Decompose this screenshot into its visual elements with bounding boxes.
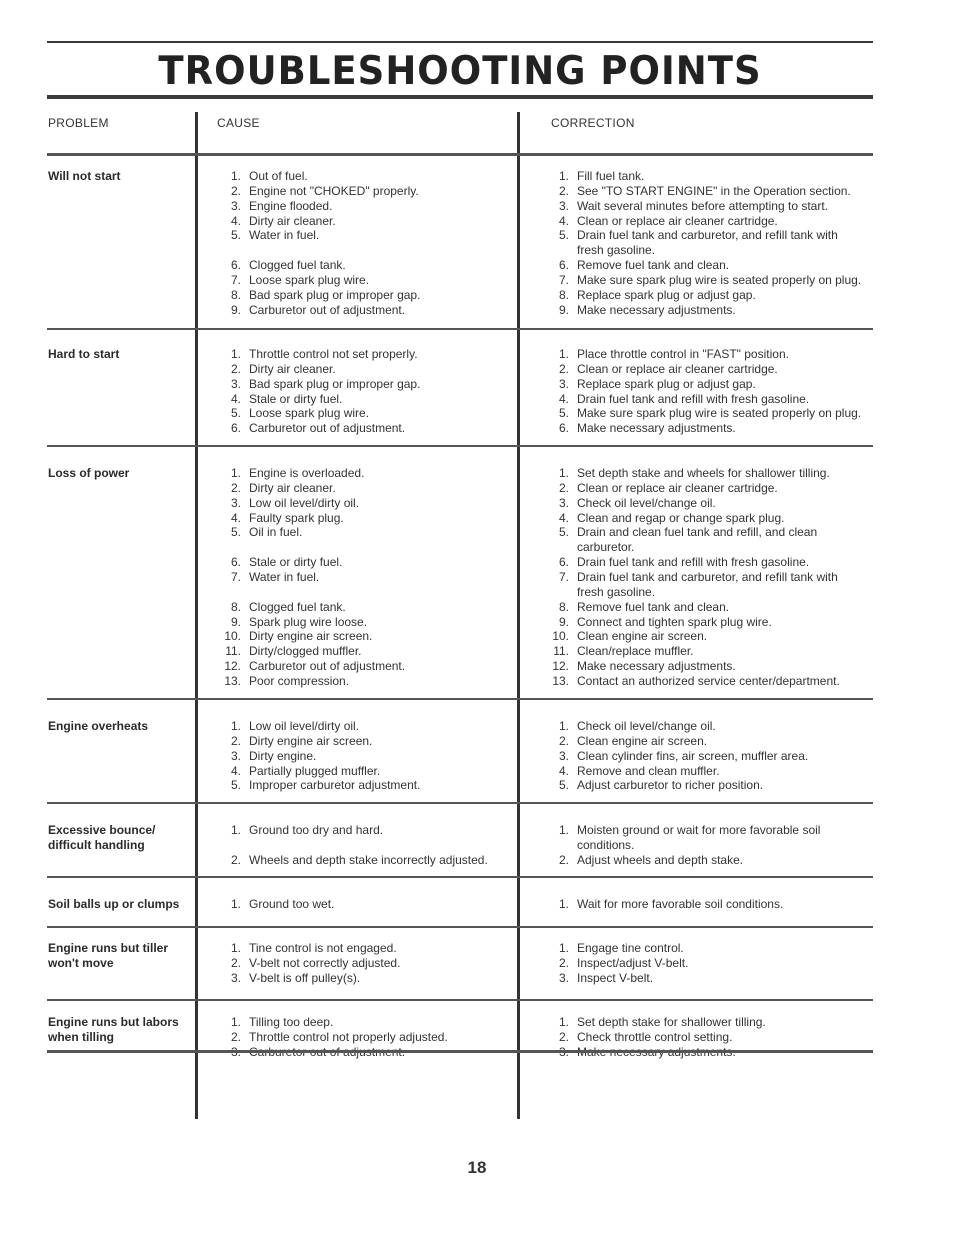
row-separator — [47, 999, 873, 1001]
cause-item-text: Tilling too deep. — [249, 1015, 334, 1029]
cause-item-number: 10. — [224, 629, 241, 644]
cause-item-text: Water in fuel. — [249, 569, 320, 584]
cause-item-text: Partially plugged muffler. — [249, 763, 381, 778]
correction-item-number: 3. — [558, 376, 569, 391]
correction-item-number: 7. — [558, 272, 569, 287]
correction-item-text: Wait several minutes before attempting to start. — [577, 198, 828, 213]
correction-item-number: 10. — [552, 629, 569, 644]
header-problem: PROBLEM — [48, 116, 109, 130]
cause-item-number: 5. — [230, 406, 241, 421]
row-separator — [47, 926, 873, 928]
cause-item-number: 2. — [230, 733, 241, 748]
cause-item-text: Poor compression. — [249, 673, 350, 688]
correction-item-number: 3. — [558, 970, 569, 985]
correction-item-number: 5. — [558, 228, 569, 243]
cause-item-number: 1. — [230, 466, 241, 480]
cause-item-text: Engine flooded. — [249, 198, 333, 213]
header-correction: CORRECTION — [551, 116, 635, 130]
correction-item-text: Replace spark plug or adjust gap. — [577, 287, 756, 302]
cause-item-text: Engine not "CHOKED" properly. — [249, 183, 419, 198]
cause-item-number: 1. — [230, 941, 241, 955]
correction-item-text: Check oil level/change oil. — [577, 719, 716, 733]
row-separator — [47, 445, 873, 447]
correction-item-number: 1. — [558, 466, 569, 480]
cause-item-text: Carburetor out of adjustment. — [249, 421, 406, 436]
correction-item-number: 5. — [558, 778, 569, 793]
cause-item-number: 5. — [230, 778, 241, 793]
correction-item-text: Engage tine control. — [577, 941, 684, 955]
correction-item-text: Set depth stake for shallower tilling. — [577, 1015, 766, 1029]
cause-item-number: 4. — [230, 391, 241, 406]
cause-item-number: 3. — [230, 748, 241, 763]
correction-item-number: 9. — [558, 614, 569, 629]
problem-label: Loss of power — [48, 466, 130, 480]
cause-item-number: 8. — [230, 287, 241, 302]
correction-item-number: 6. — [558, 421, 569, 436]
header-cause: CAUSE — [217, 116, 260, 130]
correction-item-text: Inspect V-belt. — [577, 970, 654, 985]
correction-item-number: 2. — [558, 480, 569, 495]
correction-item-number: 13. — [552, 673, 569, 688]
row-separator — [47, 328, 873, 330]
cause-item-text: Out of fuel. — [249, 169, 308, 183]
correction-item-text: Wait for more favorable soil conditions. — [577, 897, 784, 911]
correction-item-text: Make necessary adjustments. — [577, 659, 736, 674]
cause-item-number: 9. — [230, 614, 241, 629]
cause-item-number: 2. — [230, 852, 241, 867]
cause-item-text: Loose spark plug wire. — [249, 406, 370, 421]
problem-label: Excessive bounce/ difficult handling — [48, 823, 156, 852]
problem-label: Engine runs but tiller won't move — [48, 941, 169, 970]
cause-item-number: 11. — [225, 644, 241, 659]
correction-item-text: See "TO START ENGINE" in the Operation section. — [577, 183, 851, 198]
cause-item-number: 5. — [230, 525, 241, 540]
cause-item-text: Dirty air cleaner. — [249, 480, 336, 495]
row-separator — [47, 698, 873, 700]
correction-item-number: 1. — [558, 941, 569, 955]
cause-item-text: Clogged fuel tank. — [249, 258, 346, 273]
cause-item-text: Ground too wet. — [249, 897, 335, 911]
cause-item-number: 12. — [224, 659, 241, 674]
correction-item-number: 5. — [558, 406, 569, 421]
correction-item-text: Adjust carburetor to richer position. — [577, 778, 764, 793]
cause-item-number: 2. — [230, 183, 241, 198]
cause-item-number: 4. — [230, 510, 241, 525]
correction-item-number: 4. — [558, 391, 569, 406]
correction-item-number: 12. — [552, 659, 569, 674]
cause-item-number: 2. — [230, 480, 241, 495]
problem-label: Hard to start — [48, 347, 120, 361]
problem-label: Engine runs but labors when tilling — [48, 1015, 179, 1044]
cause-item-text: Ground too dry and hard. — [249, 823, 384, 837]
correction-item-text: Drain fuel tank and carburetor, and refill tank with fresh gasoline. — [577, 569, 838, 599]
cause-item-number: 4. — [230, 213, 241, 228]
correction-item-text: Remove fuel tank and clean. — [577, 599, 730, 614]
cause-item-number: 3. — [230, 970, 241, 985]
cause-item-text: Dirty engine air screen. — [249, 629, 373, 644]
cause-item-text: Low oil level/dirty oil. — [249, 495, 360, 510]
correction-item-text: Adjust wheels and depth stake. — [577, 852, 744, 867]
cause-item-number: 3. — [230, 376, 241, 391]
correction-item-text: Connect and tighten spark plug wire. — [577, 614, 772, 629]
correction-item-text: Check throttle control setting. — [577, 1029, 733, 1044]
cause-item-text: Dirty air cleaner. — [249, 213, 336, 228]
problem-label: Will not start — [48, 169, 121, 183]
cause-item-text: Bad spark plug or improper gap. — [249, 376, 421, 391]
page-number: 18 — [467, 1158, 487, 1177]
correction-item-text: Clean or replace air cleaner cartridge. — [577, 361, 778, 376]
cause-item-number: 13. — [224, 673, 241, 688]
correction-item-number: 2. — [558, 955, 569, 970]
page-title: TROUBLESHOOTING POINTS — [158, 48, 762, 94]
cause-item-number: 9. — [230, 302, 241, 317]
cause-item-number: 3. — [230, 495, 241, 510]
correction-item-text: Remove and clean muffler. — [577, 763, 720, 778]
cause-item-text: Bad spark plug or improper gap. — [249, 287, 421, 302]
cause-item-text: Carburetor out of adjustment. — [249, 659, 406, 674]
cause-item-text: Engine is overloaded. — [249, 466, 365, 480]
cause-item-number: 5. — [230, 228, 241, 243]
cause-item-number: 6. — [230, 421, 241, 436]
problem-label: Soil balls up or clumps — [48, 897, 180, 911]
row-separator — [47, 876, 873, 878]
cause-item-text: Faulty spark plug. — [249, 510, 344, 525]
correction-item-number: 1. — [558, 1015, 569, 1029]
cause-item-text: Low oil level/dirty oil. — [249, 719, 360, 733]
correction-item-number: 5. — [558, 525, 569, 540]
cause-item-text: Wheels and depth stake incorrectly adjusted. — [249, 852, 488, 867]
correction-item-number: 7. — [558, 569, 569, 584]
cause-item-text: Clogged fuel tank. — [249, 599, 346, 614]
cause-item-text: Stale or dirty fuel. — [249, 555, 343, 570]
cause-item-text: Throttle control not properly adjusted. — [249, 1029, 448, 1044]
correction-item-number: 1. — [558, 719, 569, 733]
correction-item-number: 2. — [558, 852, 569, 867]
correction-item-text: Drain fuel tank and refill with fresh gasoline. — [577, 391, 810, 406]
cause-item-number: 1. — [230, 169, 241, 183]
correction-item-text: Clean engine air screen. — [577, 733, 708, 748]
cause-item-text: Carburetor out of adjustment. — [249, 302, 406, 317]
correction-item-text: Place throttle control in "FAST" position. — [577, 347, 789, 361]
cause-item-text: Dirty/clogged muffler. — [249, 644, 362, 659]
correction-item-number: 11. — [553, 644, 569, 659]
correction-item-number: 3. — [558, 495, 569, 510]
cause-item-text: Water in fuel. — [249, 228, 320, 243]
correction-item-text: Fill fuel tank. — [577, 169, 645, 183]
correction-item-text: Replace spark plug or adjust gap. — [577, 376, 756, 391]
correction-item-number: 4. — [558, 213, 569, 228]
correction-item-text: Contact an authorized service center/department. — [577, 673, 840, 688]
correction-item-text: Clean and regap or change spark plug. — [577, 510, 785, 525]
correction-item-text: Make sure spark plug wire is seated properly on plug. — [577, 272, 862, 287]
cause-item-text: V-belt is off pulley(s). — [249, 970, 361, 985]
cause-item-number: 1. — [230, 347, 241, 361]
correction-item-number: 4. — [558, 510, 569, 525]
correction-item-number: 8. — [558, 599, 569, 614]
correction-item-number: 6. — [558, 258, 569, 273]
correction-item-number: 2. — [558, 1029, 569, 1044]
correction-item-number: 1. — [558, 347, 569, 361]
cause-item-text: Spark plug wire loose. — [249, 614, 368, 629]
correction-item-text: Clean engine air screen. — [577, 629, 708, 644]
cause-item-number: 7. — [230, 569, 241, 584]
correction-item-text: Make necessary adjustments. — [577, 421, 736, 436]
correction-item-number: 9. — [558, 302, 569, 317]
correction-item-number: 1. — [558, 897, 569, 911]
correction-item-text: Make sure spark plug wire is seated properly on plug. — [577, 406, 862, 421]
cause-item-number: 1. — [230, 1015, 241, 1029]
cause-item-text: Dirty engine air screen. — [249, 733, 373, 748]
correction-item-number: 6. — [558, 555, 569, 570]
correction-item-number: 8. — [558, 287, 569, 302]
correction-item-number: 2. — [558, 733, 569, 748]
cause-item-text: Improper carburetor adjustment. — [249, 778, 421, 793]
cause-item-text: Stale or dirty fuel. — [249, 391, 343, 406]
correction-item-text: Drain fuel tank and refill with fresh gasoline. — [577, 555, 810, 570]
cause-item-text: Dirty engine. — [249, 748, 317, 763]
correction-item-text: Moisten ground or wait for more favorable soil conditions. — [577, 823, 821, 852]
correction-item-text: Make necessary adjustments. — [577, 302, 736, 317]
cause-item-text: Dirty air cleaner. — [249, 361, 336, 376]
correction-item-text: Clean/replace muffler. — [577, 644, 694, 659]
correction-item-text: Clean or replace air cleaner cartridge. — [577, 213, 778, 228]
cause-item-number: 6. — [230, 555, 241, 570]
correction-item-text: Remove fuel tank and clean. — [577, 258, 730, 273]
correction-item-number: 4. — [558, 763, 569, 778]
correction-item-number: 2. — [558, 361, 569, 376]
cause-item-text: Tine control is not engaged. — [249, 941, 397, 955]
correction-item-number: 1. — [558, 169, 569, 183]
row-separator — [47, 802, 873, 804]
correction-item-text: Check oil level/change oil. — [577, 495, 716, 510]
cause-item-number: 1. — [230, 719, 241, 733]
cause-item-text: Oil in fuel. — [249, 525, 303, 540]
cause-item-number: 2. — [230, 955, 241, 970]
correction-item-text: Drain fuel tank and carburetor, and refill tank with fresh gasoline. — [577, 228, 838, 258]
correction-item-text: Set depth stake and wheels for shallower tilling. — [577, 466, 830, 480]
cause-item-number: 1. — [230, 897, 241, 911]
correction-item-text: Inspect/adjust V-belt. — [577, 955, 689, 970]
correction-item-number: 2. — [558, 183, 569, 198]
correction-item-number: 3. — [558, 198, 569, 213]
cause-item-number: 8. — [230, 599, 241, 614]
cause-item-number: 4. — [230, 763, 241, 778]
cause-item-text: Throttle control not set properly. — [249, 347, 418, 361]
correction-item-text: Clean cylinder fins, air screen, muffler area. — [577, 748, 809, 763]
cause-item-number: 2. — [230, 1029, 241, 1044]
correction-item-text: Clean or replace air cleaner cartridge. — [577, 480, 778, 495]
cause-item-number: 3. — [230, 198, 241, 213]
correction-item-number: 1. — [558, 823, 569, 837]
problem-label: Engine overheats — [48, 719, 149, 733]
cause-item-number: 1. — [230, 823, 241, 837]
cause-item-number: 2. — [230, 361, 241, 376]
cause-item-text: Loose spark plug wire. — [249, 272, 370, 287]
cause-item-number: 7. — [230, 272, 241, 287]
cause-item-text: V-belt not correctly adjusted. — [249, 955, 401, 970]
row-separator — [47, 1050, 873, 1053]
correction-item-number: 3. — [558, 748, 569, 763]
correction-item-text: Drain and clean fuel tank and refill, and clean carburetor. — [577, 525, 818, 555]
cause-item-number: 6. — [230, 258, 241, 273]
